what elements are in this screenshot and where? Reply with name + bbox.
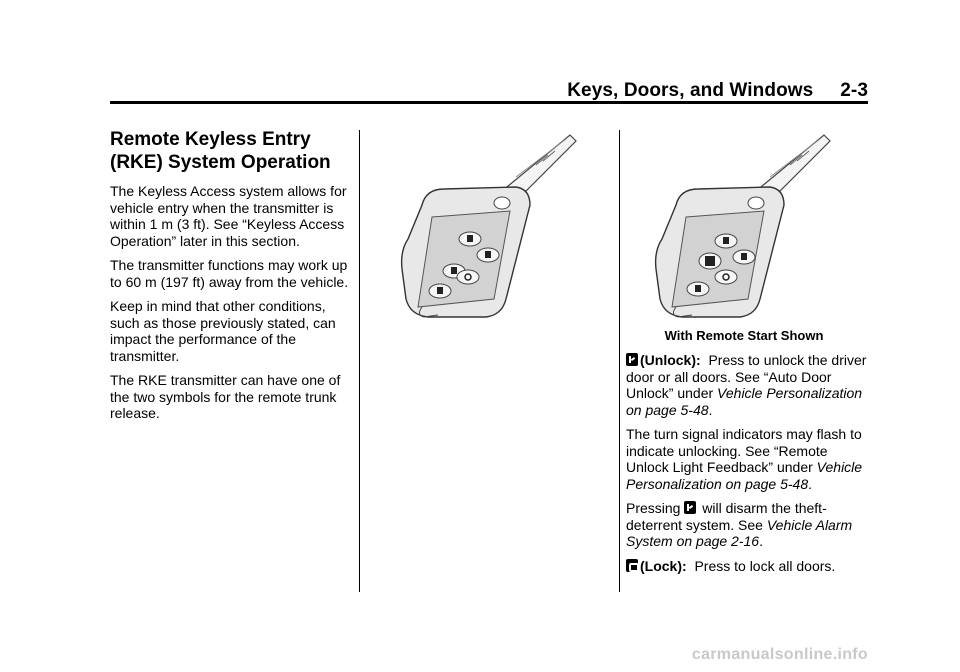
remote-start-icon <box>705 256 715 266</box>
right-column <box>626 328 870 582</box>
unlock-term: (Unlock): <box>640 352 701 368</box>
key-body <box>402 187 530 317</box>
unlock-icon <box>684 501 696 514</box>
turn-signal-description <box>626 426 870 492</box>
turn-signal-reference: Vehicle Personalization on page 5-48 <box>626 459 863 492</box>
panic-icon <box>437 287 443 294</box>
key-fob-remote-start-illustration <box>652 131 834 323</box>
turn-signal-end: . <box>808 475 813 492</box>
unlock-icon <box>626 353 638 366</box>
trunk-icon <box>695 285 701 292</box>
lock-description <box>626 558 870 575</box>
trunk-icon <box>451 267 457 274</box>
lock-term: (Lock): <box>640 557 687 574</box>
paragraph-trunk-symbols: The RKE transmitter can have one of the two symbols for the remote trunk release. <box>110 372 341 421</box>
turn-signal-text: The turn signal indicators may flash to indicate unlocking. See “Remote Unlock Light Feedback” under <box>626 426 862 475</box>
figure-caption: With Remote Start Shown <box>664 328 824 343</box>
pressing-description <box>626 500 870 550</box>
unlock-description <box>626 352 870 418</box>
lock-icon <box>467 235 473 242</box>
pressing-end: . <box>759 533 763 549</box>
lock-text: Press to lock all doors. <box>694 557 836 574</box>
header-rule <box>110 101 868 104</box>
unlock-text: Press to unlock the driver door or all doors. See “Auto Door Unlock” under <box>626 352 867 401</box>
column-divider-2 <box>619 130 620 592</box>
column-divider-1 <box>359 130 360 592</box>
unlock-reference: Vehicle Personalization on page 5-48 <box>626 385 863 418</box>
key-body <box>656 187 784 317</box>
pressing-lead: Pressing <box>626 500 685 516</box>
left-column <box>110 128 355 430</box>
section-heading: Remote Keyless Entry (RKE) System Operation <box>110 129 331 173</box>
pressing-reference: Vehicle Alarm System on page 2-16 <box>626 516 853 549</box>
key-fob-illustration <box>398 131 580 323</box>
paragraph-keyless-access: The Keyless Access system allows for vehicle entry when the transmitter is within 1 m (3 ft). See “Keyless Access Operation” later in this section. <box>110 183 347 249</box>
unlock-icon <box>741 253 747 260</box>
unlock-icon <box>485 251 491 258</box>
unlock-end: . <box>708 401 713 418</box>
page-header-title: Keys, Doors, and Windows 2-3 <box>567 80 868 101</box>
pressing-text: will disarm the theft-deterrent system. See <box>626 500 827 533</box>
paragraph-range: The transmitter functions may work up to 60 m (197 ft) away from the vehicle. <box>110 257 349 290</box>
paragraph-conditions: Keep in mind that other conditions, such as those previously stated, can impact the performance of the transmitter. <box>110 298 336 364</box>
lock-icon <box>723 237 729 244</box>
watermark: carmanualsonline.info <box>691 646 868 663</box>
lock-icon <box>626 559 638 572</box>
